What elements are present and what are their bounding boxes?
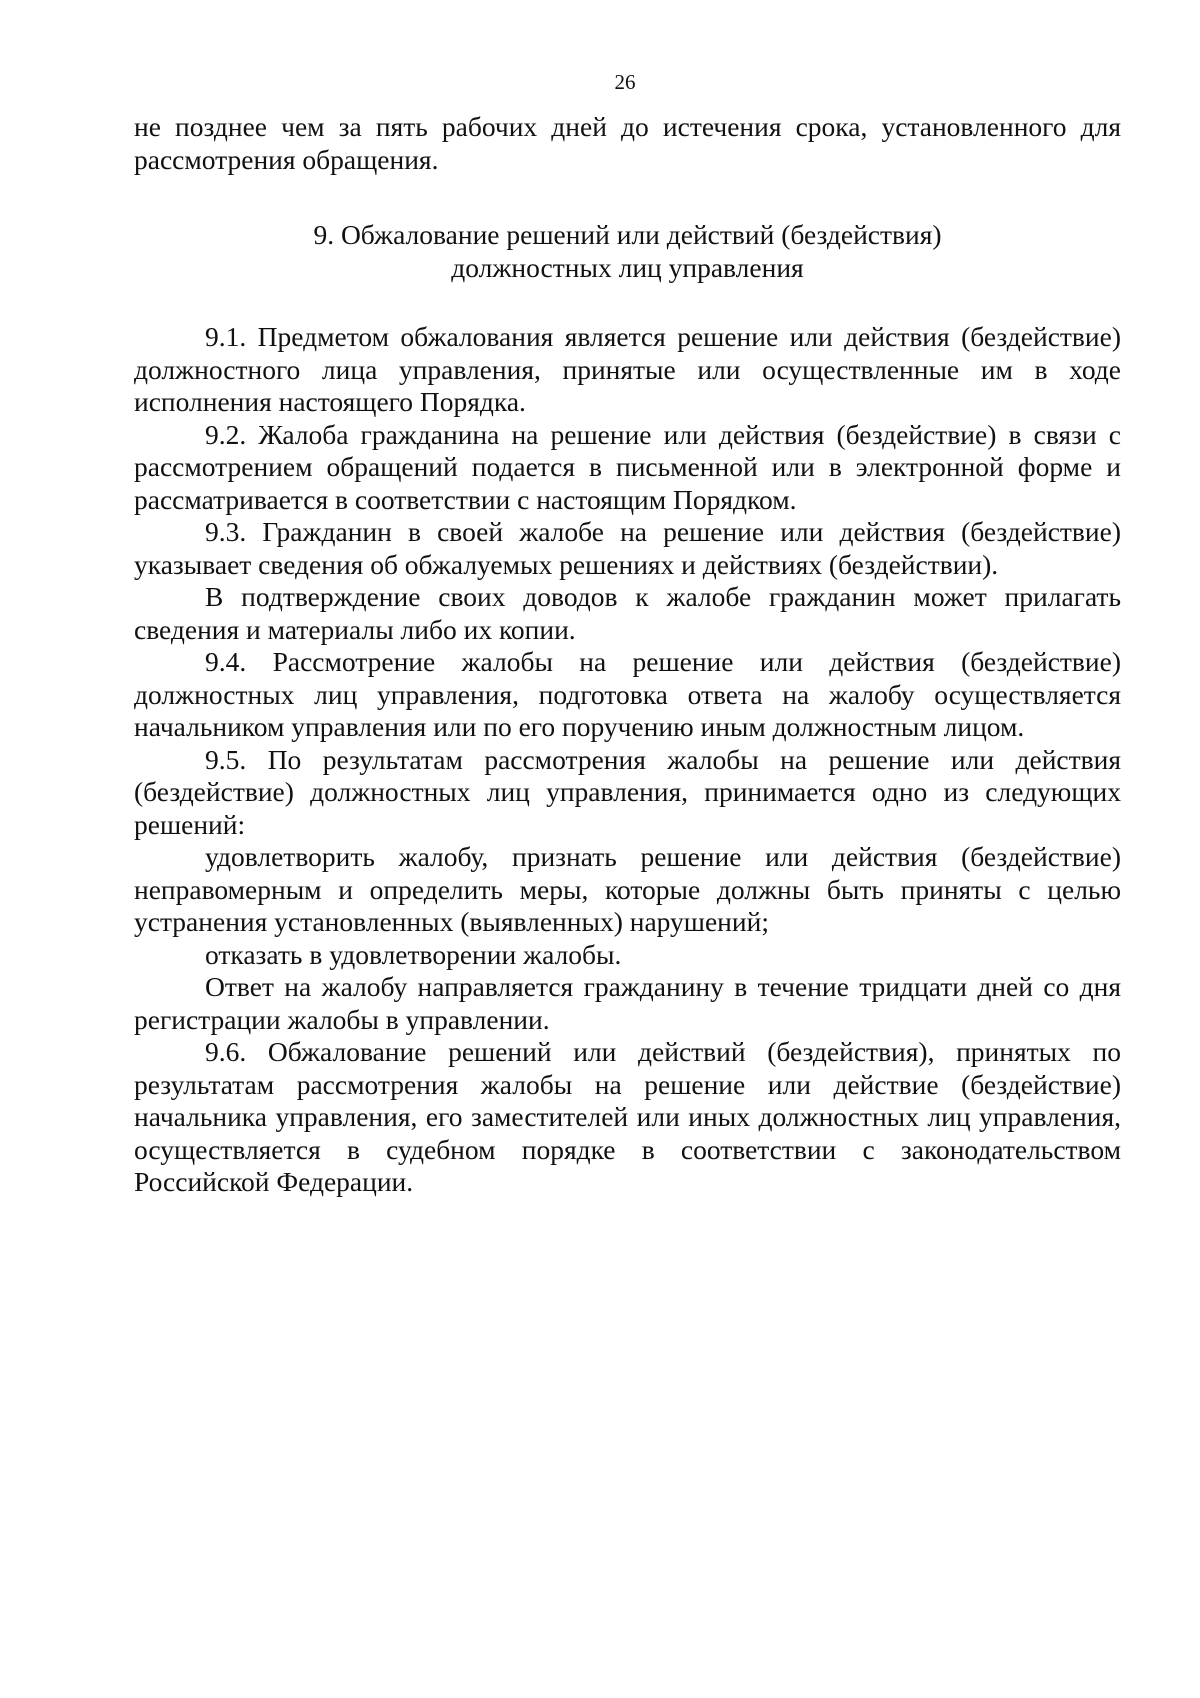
decision-option-refuse: отказать в удовлетворении жалобы.	[205, 938, 622, 970]
decision-option-satisfy: удовлетворить жалобу, признать решение или действия (бездействие) неправомерным и определить меры, которые должны быть приняты с целью устранения установленных (выявленных) нарушений;	[134, 841, 1121, 937]
page-number: 26	[614, 70, 636, 94]
paragraph-9-2: 9.2. Жалоба гражданина на решение или действия (бездействие) в связи с рассмотрением обращений подается в письменной или в электронной форме и рассматривается в соответствии с настоящим Порядком.	[134, 418, 1121, 515]
paragraph-9-1: 9.1. Предметом обжалования является решение или действия (бездействие) должностного лица управления, принятые или осуществленные им в ходе исполнения настоящего Порядка.	[134, 321, 1121, 417]
document-body	[134, 111, 1121, 1199]
paragraph-9-4: 9.4. Рассмотрение жалобы на решение или действия (бездействие) должностных лиц управления, подготовка ответа на жалобу осуществляется начальником управления или по его поручению иным должностным лицом.	[134, 646, 1121, 742]
paragraph-9-6: 9.6. Обжалование решений или действий (бездействия), принятых по результатам рассмотрения жалобы на решение или действие (бездействие) начальника управления, его заместителей или иных должностных лиц управления, осуществляется в судебном порядке в соответствии с законодательством Российской Федерации.	[134, 1036, 1121, 1197]
section-heading	[134, 219, 1121, 284]
paragraph-9-3-supplement: В подтверждение своих доводов к жалобе гражданин может прилагать сведения и материалы либо их копии.	[134, 581, 1121, 645]
section-title-line-2: должностных лиц управления	[451, 251, 804, 283]
section-title-line-1: 9. Обжалование решений или действий (бездействия)	[313, 219, 942, 250]
paragraph-response-term: Ответ на жалобу направляется гражданину в течение тридцати дней со дня регистрации жалобы в управлении.	[134, 971, 1121, 1035]
intro-paragraph: не позднее чем за пять рабочих дней до истечения срока, установленного для рассмотрения обращения.	[134, 111, 1121, 175]
paragraph-9-3: 9.3. Гражданин в своей жалобе на решение или действия (бездействие) указывает сведения об обжалуемых решениях и действиях (бездействии).	[134, 516, 1121, 580]
paragraph-9-5: 9.5. По результатам рассмотрения жалобы на решение или действия (бездействие) должностных лиц управления, принимается одно из следующих решений:	[134, 743, 1121, 840]
